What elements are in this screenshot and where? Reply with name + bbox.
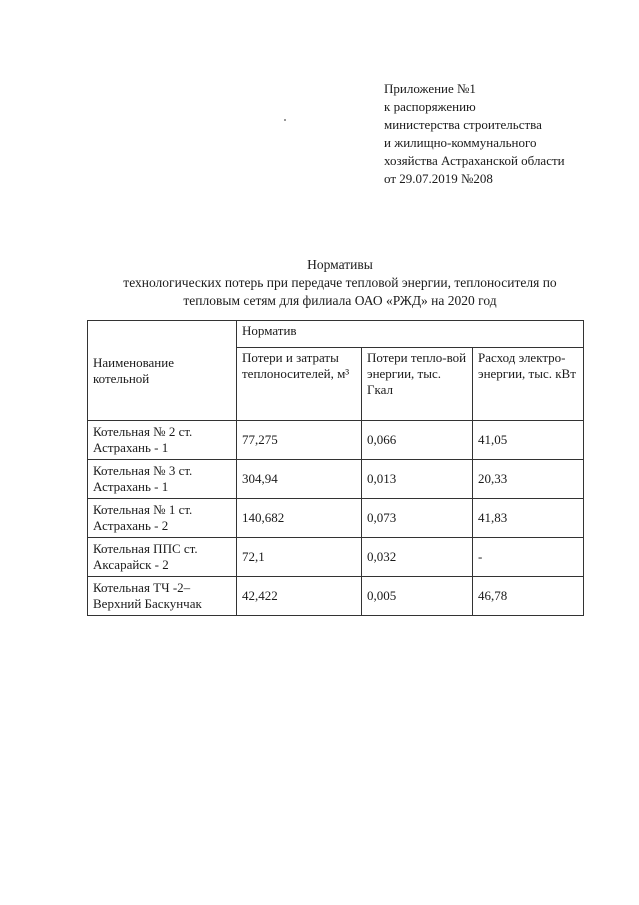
table-row [88, 577, 584, 616]
name-column-header: Наименование котельной [88, 321, 237, 421]
electricity-value: 41,05 [473, 421, 584, 460]
electricity-value: - [473, 538, 584, 577]
table-row [88, 421, 584, 460]
coolant-value: 140,682 [237, 499, 362, 538]
appendix-line: от 29.07.2019 №208 [384, 171, 493, 186]
boiler-name: Котельная № 3 ст. Астрахань - 1 [88, 460, 237, 499]
appendix-line: министерства строительства [384, 117, 542, 132]
column-header-electricity: Расход электро-энергии, тыс. кВт [473, 348, 584, 421]
table-row [88, 499, 584, 538]
norm-group-header: Норматив [237, 321, 584, 348]
appendix-line: и жилищно-коммунального [384, 135, 537, 150]
heat-value: 0,073 [362, 499, 473, 538]
title-line: технологических потерь при передаче тепловой энергии, теплоносителя по [123, 275, 557, 290]
scan-speck [284, 119, 286, 121]
appendix-line: к распоряжению [384, 99, 476, 114]
appendix-line: хозяйства Астраханской области [384, 153, 565, 168]
boiler-name: Котельная ППС ст. Аксарайск - 2 [88, 538, 237, 577]
electricity-value: 41,83 [473, 499, 584, 538]
appendix-block [384, 80, 565, 188]
boiler-name: Котельная № 1 ст. Астрахань - 2 [88, 499, 237, 538]
electricity-value: 46,78 [473, 577, 584, 616]
table-row [88, 538, 584, 577]
heat-value: 0,013 [362, 460, 473, 499]
column-header-heat-losses: Потери тепло-вой энергии, тыс. Гкал [362, 348, 473, 421]
table-row [88, 460, 584, 499]
column-header-losses-coolant: Потери и затраты теплоносителей, м³ [237, 348, 362, 421]
norms-table [87, 320, 584, 616]
heat-value: 0,066 [362, 421, 473, 460]
table-header-row [88, 321, 584, 348]
document-title [60, 256, 620, 310]
heat-value: 0,005 [362, 577, 473, 616]
coolant-value: 72,1 [237, 538, 362, 577]
heat-value: 0,032 [362, 538, 473, 577]
appendix-line: Приложение №1 [384, 81, 476, 96]
boiler-name: Котельная № 2 ст. Астрахань - 1 [88, 421, 237, 460]
title-line: Нормативы [307, 257, 373, 272]
boiler-name: Котельная ТЧ -2– Верхний Баскунчак [88, 577, 237, 616]
coolant-value: 304,94 [237, 460, 362, 499]
coolant-value: 42,422 [237, 577, 362, 616]
electricity-value: 20,33 [473, 460, 584, 499]
coolant-value: 77,275 [237, 421, 362, 460]
title-line: тепловым сетям для филиала ОАО «РЖД» на 2020 год [183, 293, 497, 308]
